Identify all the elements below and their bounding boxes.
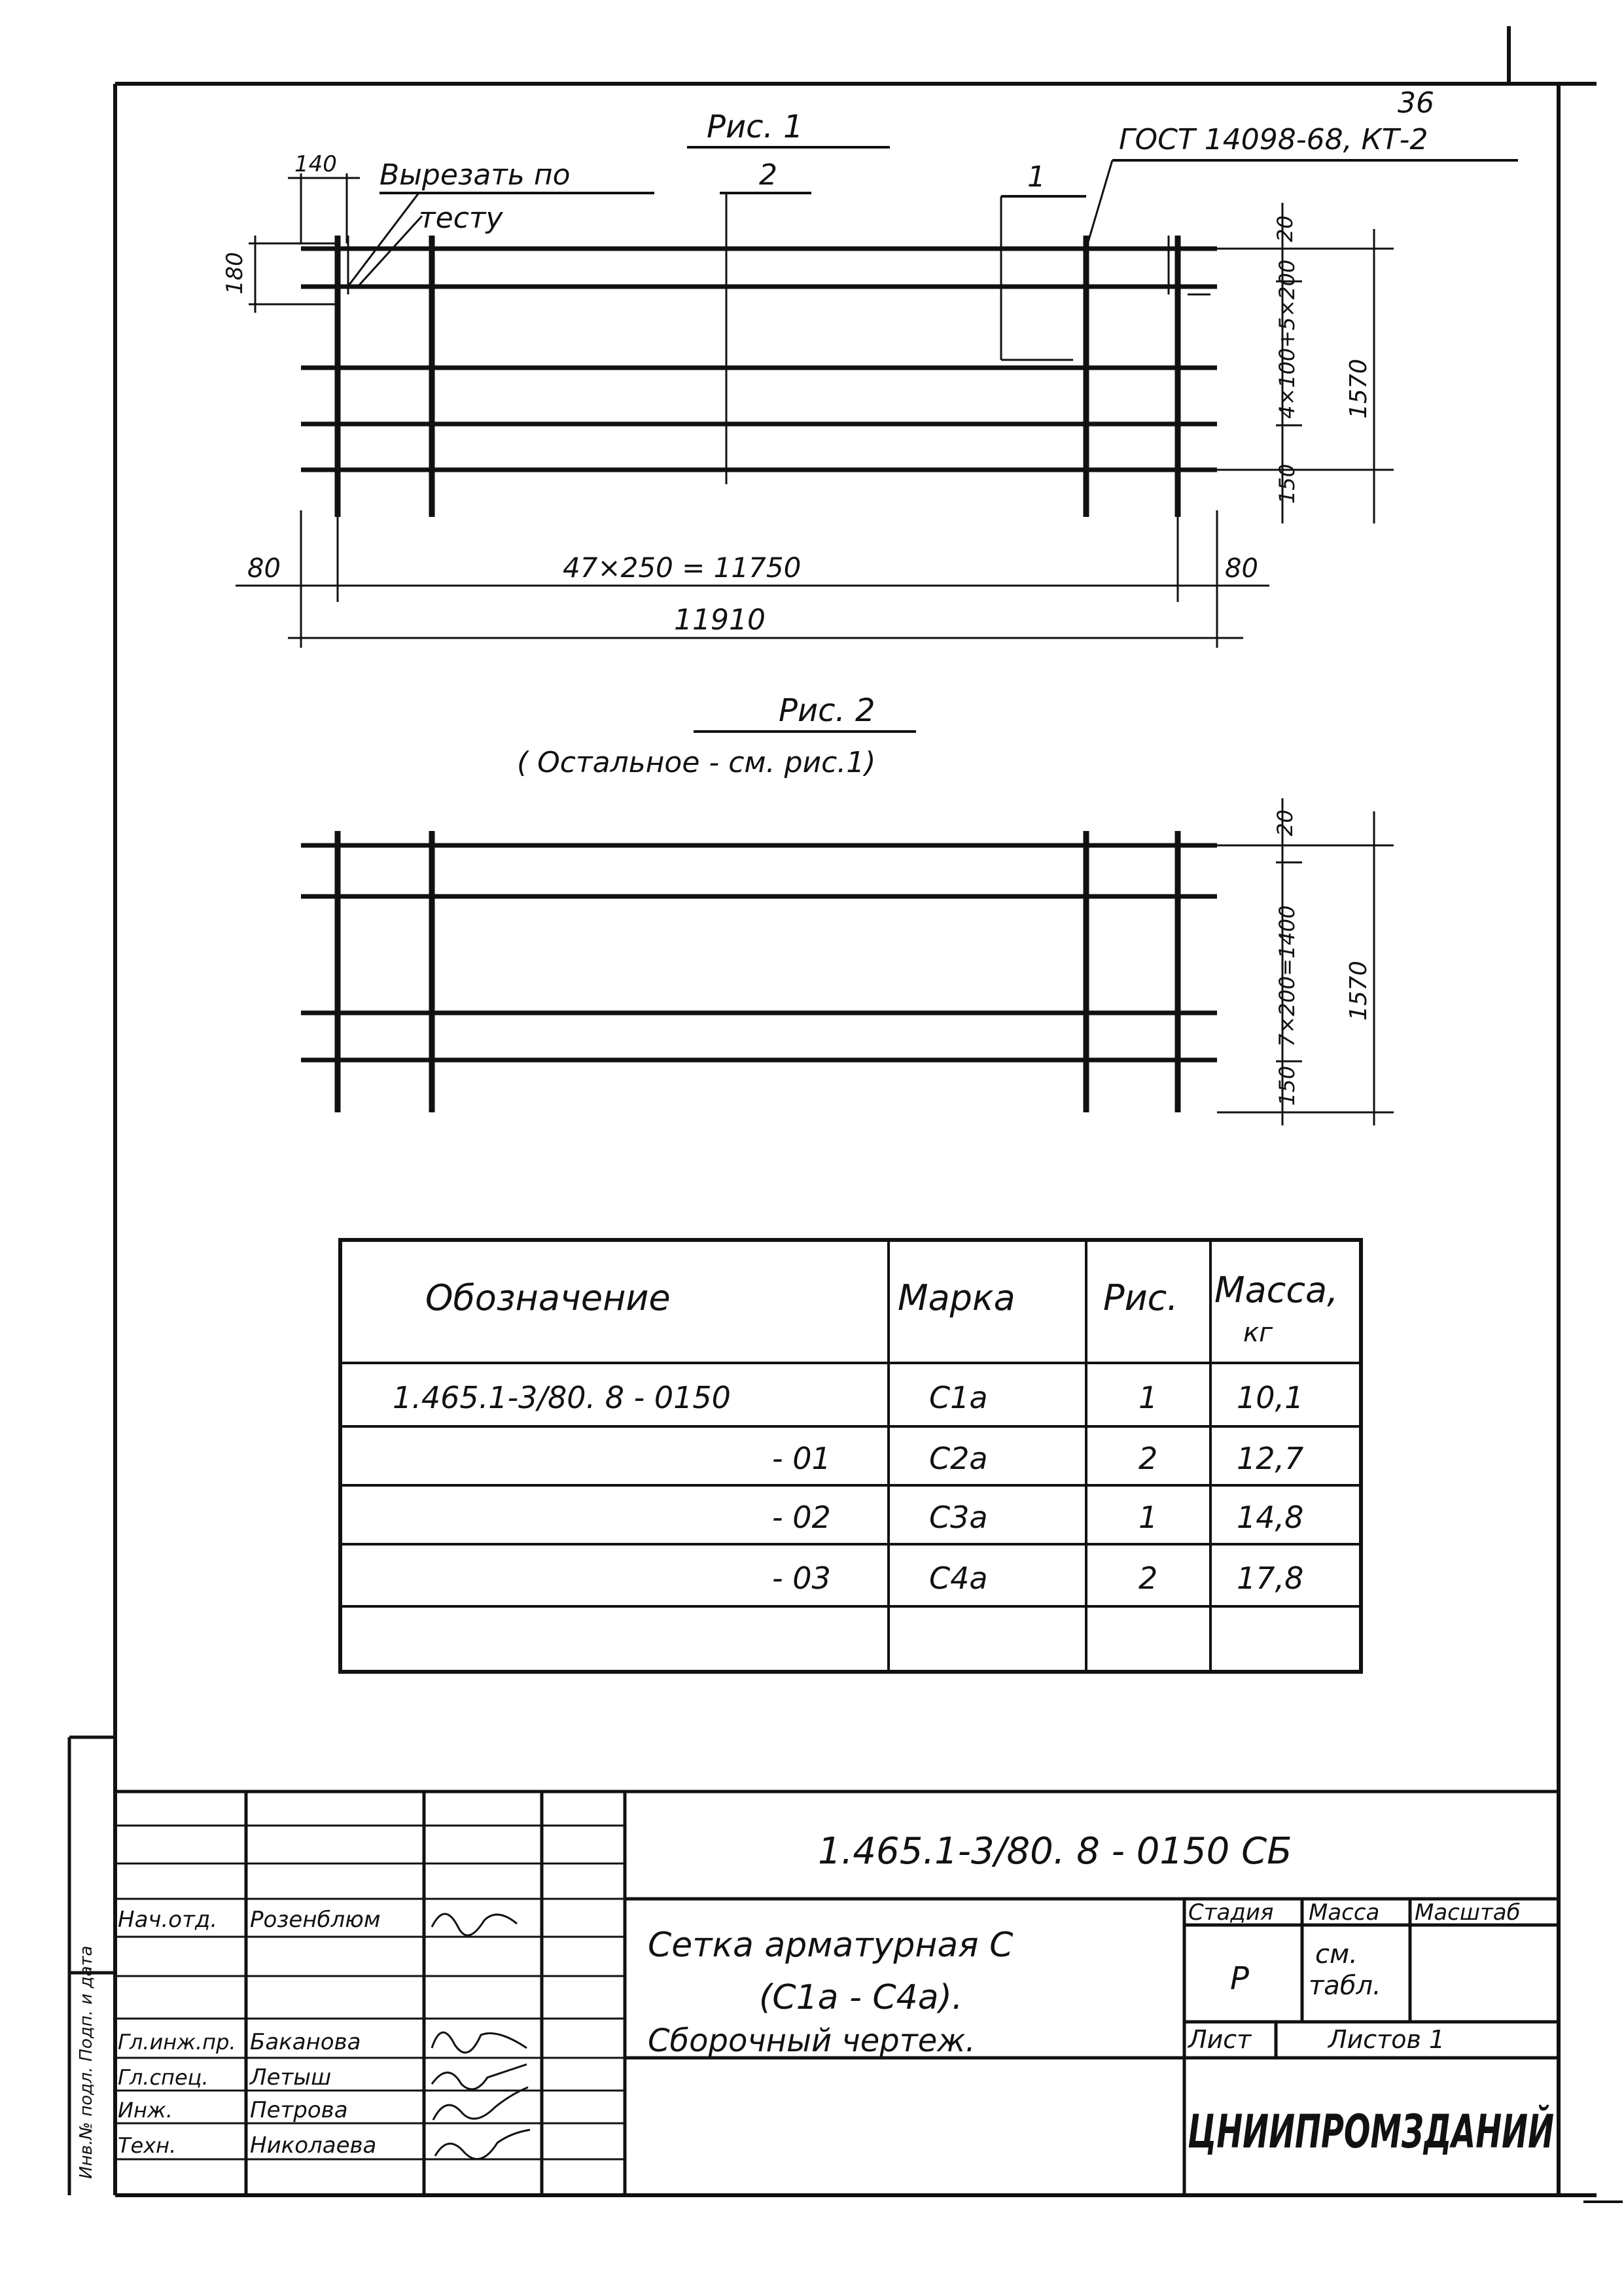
scale-label: Масштаб — [1415, 1899, 1521, 1926]
mass-value-1: см. — [1315, 1939, 1358, 1969]
figure-2 — [301, 692, 1394, 1125]
fig1-dim-20: 20 — [1273, 215, 1297, 242]
side-stamp-label: Инв.№ подл. Подп. и дата — [77, 1945, 96, 2179]
doc-code: 1.465.1-3/80. 8 - 0150 СБ — [818, 1830, 1292, 1873]
fig1-title: Рис. 1 — [707, 109, 803, 145]
spec-table — [340, 1240, 1361, 1672]
row-designation: - 01 — [772, 1441, 831, 1476]
row-designation: 1.465.1-3/80. 8 - 0150 — [393, 1380, 731, 1415]
fig1-dim-mid: 4×100+5×200 — [1275, 259, 1299, 419]
fig2-subtitle: ( Остальное - см. рис.1) — [517, 746, 876, 779]
row-fig: 1 — [1139, 1380, 1158, 1415]
table-header-mass-unit: кг — [1243, 1318, 1273, 1348]
stage-value: Р — [1230, 1960, 1249, 1997]
table-header-mass: Масса, — [1214, 1269, 1339, 1311]
row-designation: - 03 — [772, 1561, 831, 1596]
product-name-line3: Сборочный чертеж. — [648, 2022, 976, 2059]
signatory-role: Гл.инж.пр. — [118, 2030, 236, 2055]
table-row — [772, 1561, 1303, 1596]
page-number: 36 — [1398, 86, 1434, 120]
row-designation: - 02 — [772, 1500, 831, 1535]
fig1-transverse-bars — [338, 236, 1178, 517]
row-fig: 2 — [1139, 1561, 1158, 1596]
fig1-callout-1: 1 — [1027, 160, 1046, 194]
figure-1 — [222, 109, 1518, 648]
fig1-dim-140: 140 — [294, 151, 337, 177]
signatory-role: Нач.отд. — [118, 1907, 218, 1933]
title-block — [115, 1792, 1559, 2195]
mass-value-2: табл. — [1309, 1971, 1381, 2001]
fig1-dim-80-left: 80 — [247, 554, 281, 584]
signatory-name: Летыш — [250, 2064, 332, 2091]
table-header-mark: Марка — [898, 1277, 1015, 1318]
product-name-line1: Сетка арматурная С — [648, 1926, 1014, 1965]
row-mass: 12,7 — [1237, 1441, 1304, 1476]
mass-label: Масса — [1309, 1899, 1380, 1926]
row-mass: 10,1 — [1237, 1380, 1304, 1415]
row-mark: С4а — [929, 1561, 988, 1596]
fig1-callout-2: 2 — [759, 158, 777, 192]
fig1-dim-150: 150 — [1275, 463, 1299, 504]
fig2-dim-150: 150 — [1275, 1065, 1299, 1106]
row-mark: С2а — [929, 1441, 988, 1476]
table-header-designation: Обозначение — [425, 1277, 671, 1318]
fig1-note-cut2: тесту — [419, 202, 503, 235]
signatory-name: Николаева — [250, 2132, 377, 2159]
table-row — [772, 1441, 1303, 1476]
handwritten-signatures — [432, 1914, 530, 2159]
sheet-label: Лист — [1188, 2025, 1252, 2054]
signatory-name: Баканова — [250, 2029, 361, 2055]
fig1-dim-1570: 1570 — [1345, 359, 1372, 419]
fig1-dim-180: 180 — [222, 252, 248, 294]
signatories — [118, 1907, 381, 2159]
signatory-name: Розенблюм — [250, 1907, 381, 1933]
fig2-dim-1570: 1570 — [1345, 961, 1372, 1021]
signatory-name: Петрова — [250, 2097, 348, 2123]
table-row — [393, 1380, 1303, 1415]
row-fig: 1 — [1139, 1500, 1158, 1535]
fig2-dim-20: 20 — [1273, 809, 1297, 836]
product-name-line2: (С1а - С4а). — [759, 1978, 963, 2017]
sheets-label: Листов 1 — [1328, 2025, 1445, 2054]
fig2-longitudinal-bars — [301, 845, 1217, 1060]
row-mass: 14,8 — [1237, 1500, 1304, 1535]
row-mass: 17,8 — [1237, 1561, 1304, 1596]
fig2-title: Рис. 2 — [779, 692, 875, 729]
stage-label: Стадия — [1188, 1899, 1274, 1926]
row-mark: С1а — [929, 1380, 988, 1415]
fig1-dim-80-right: 80 — [1225, 554, 1258, 584]
signatory-role: Гл.спец. — [118, 2065, 209, 2090]
signatory-role: Техн. — [118, 2133, 177, 2158]
fig2-transverse-bars — [338, 831, 1178, 1112]
fig1-gost: ГОСТ 14098-68, КТ-2 — [1119, 123, 1428, 156]
fig1-dim-spacing: 47×250 = 11750 — [563, 552, 802, 584]
fig2-dim-mid: 7×200=1400 — [1275, 905, 1299, 1047]
drawing-frame — [115, 26, 1623, 2202]
table-header-fig: Рис. — [1103, 1277, 1178, 1318]
row-fig: 2 — [1139, 1441, 1158, 1476]
fig1-dim-total: 11910 — [674, 603, 766, 637]
signatory-role: Инж. — [118, 2098, 173, 2123]
fig1-note-cut: Вырезать по — [380, 158, 571, 192]
fig1-longitudinal-bars — [301, 249, 1217, 470]
table-row — [772, 1500, 1303, 1535]
organization-name: ЦНИИПРОМЗДАНИЙ — [1188, 2105, 1554, 2159]
row-mark: С3а — [929, 1500, 988, 1535]
